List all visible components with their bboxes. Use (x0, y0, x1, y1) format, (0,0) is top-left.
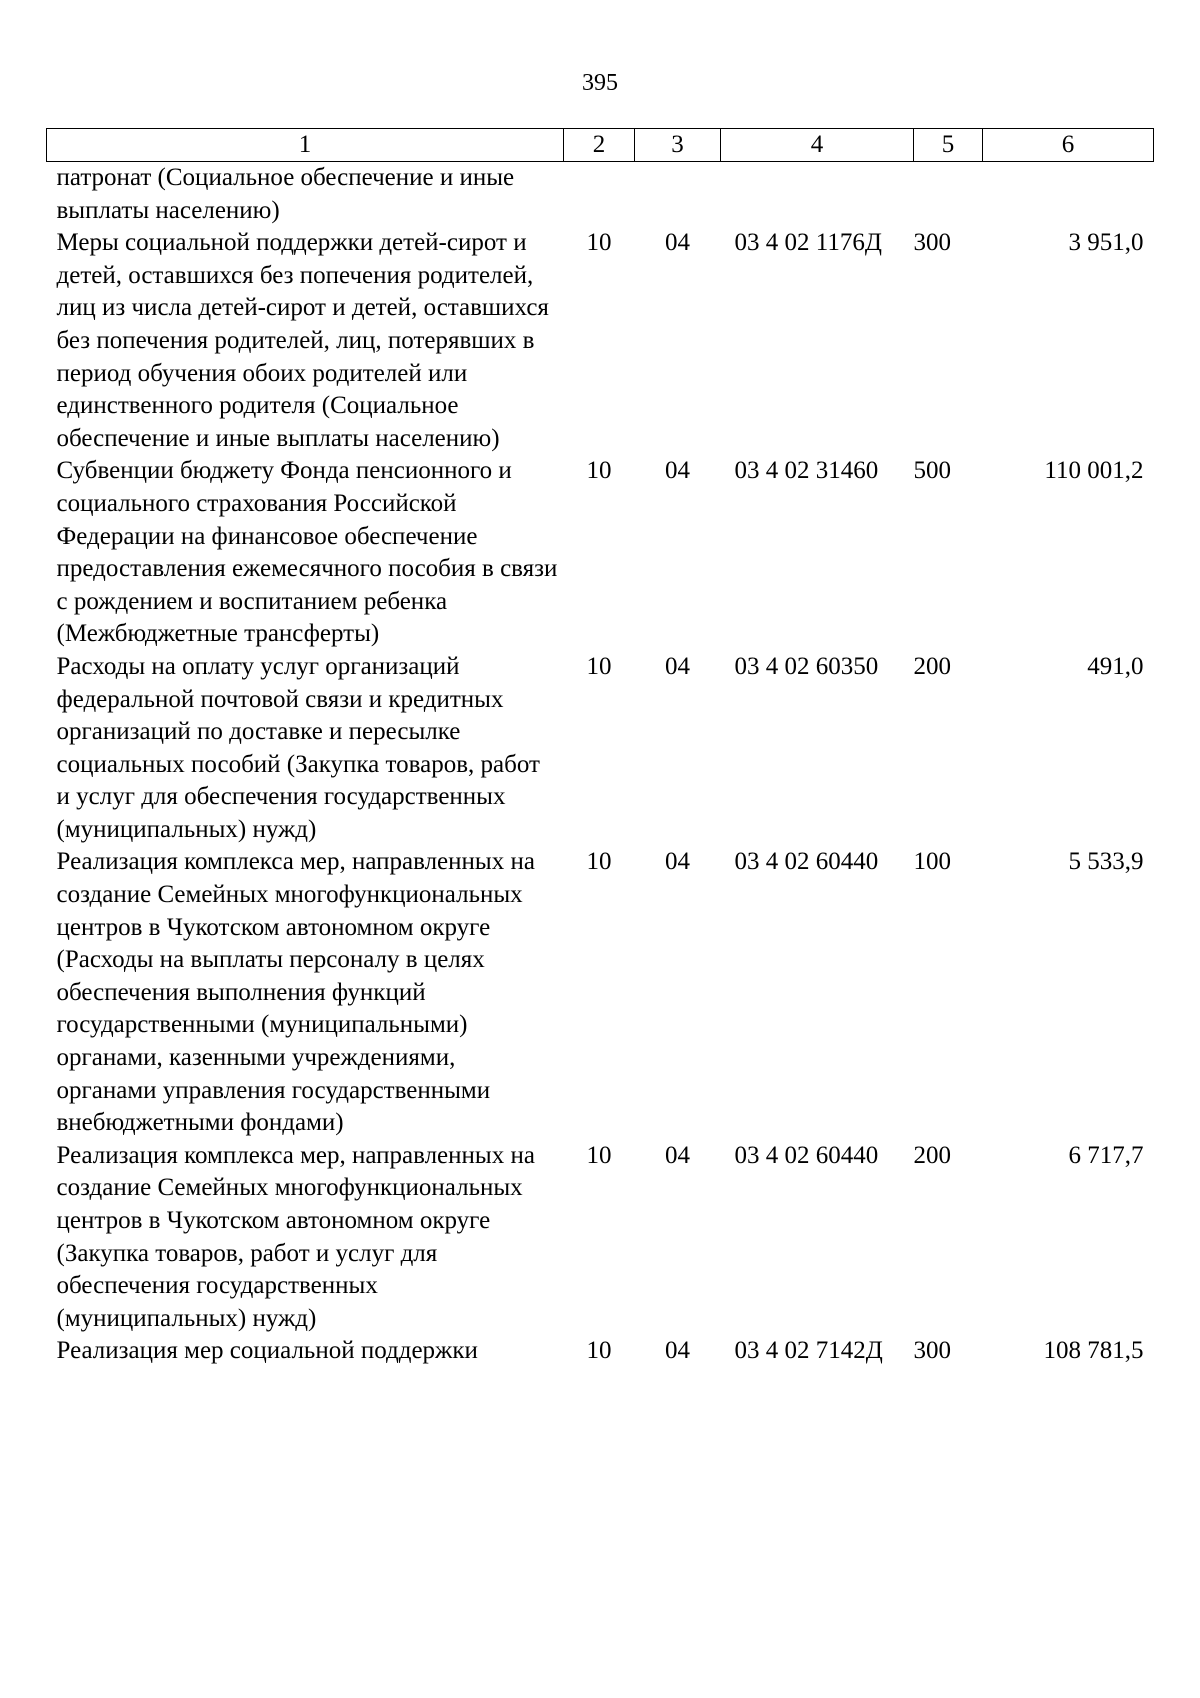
row-amount: 108 781,5 (1043, 1337, 1144, 1365)
row-subsection (635, 162, 721, 228)
row-section: 10 (586, 848, 612, 876)
row-section: 10 (586, 1141, 612, 1169)
row-section (564, 162, 635, 228)
row-subsection: 04 (665, 1141, 690, 1169)
row-section: 10 (586, 457, 612, 485)
row-target-code: 03 4 02 60440 (734, 1141, 879, 1169)
row-subsection: 04 (665, 457, 690, 485)
row-target-code: 03 4 02 1176Д (734, 229, 882, 257)
row-target-code (721, 162, 914, 228)
table-row (47, 455, 1154, 651)
table-row (47, 651, 1154, 847)
row-target-code: 03 4 02 31460 (734, 457, 879, 485)
row-target-code: 03 4 02 60350 (734, 652, 879, 680)
table-row (47, 1140, 1154, 1336)
header-row (47, 129, 1154, 162)
row-name: Меры социальной поддержки детей-сирот и детей, оставшихся без попечения родителей, лиц из числа детей-сирот и детей, оставшихся без попечения родителей, лиц, потерявших в период обучения обоих родителей или единственного родителя (Социальное обеспечение и иные выплаты населению) (56, 229, 549, 452)
header-col-6: 6 (983, 129, 1154, 162)
row-expense-type: 100 (913, 848, 951, 876)
row-name: Субвенции бюджету Фонда пенсионного и социального страхования Российской Федерации на финансовое обеспечение предоставления ежемесячного пособия в связи с рождением и воспитанием ребенка (Межбюджетные трансферты) (56, 457, 558, 648)
row-amount: 110 001,2 (1044, 457, 1144, 485)
row-name: Расходы на оплату услуг организаций федеральной почтовой связи и кредитных организаций по доставке и пересылке социальных пособий (Закупка товаров, работ и услуг для обеспечения государственных (муниципальных) нужд) (56, 652, 540, 843)
row-name: Реализация мер социальной поддержки (56, 1337, 478, 1365)
row-subsection: 04 (665, 229, 690, 257)
row-target-code: 03 4 02 60440 (734, 848, 879, 876)
row-amount: 3 951,0 (1068, 229, 1144, 257)
row-name: Реализация комплекса мер, направленных на создание Семейных многофункциональных центров в Чукотском автономном округе (Расходы на выплаты персоналу в целях обеспечения выполнения функций государственными (муниципальными) органами, казенными учреждениями, органами управления государственными внебюджетными фондами) (56, 848, 535, 1137)
row-name: Реализация комплекса мер, направленных на создание Семейных многофункциональных центров в Чукотском автономном округе (Закупка товаров, работ и услуг для обеспечения государственных (муниципальных) нужд) (56, 1141, 535, 1332)
header-col-3: 3 (635, 129, 721, 162)
row-expense-type (914, 162, 983, 228)
row-expense-type: 300 (913, 229, 951, 257)
table-row (47, 846, 1154, 1139)
row-section: 10 (586, 1337, 612, 1365)
row-amount (983, 162, 1154, 228)
row-expense-type: 500 (913, 457, 951, 485)
table-header (47, 129, 1154, 162)
row-expense-type: 200 (913, 1141, 951, 1169)
row-amount: 491,0 (1087, 652, 1144, 680)
row-section: 10 (586, 652, 612, 680)
row-subsection: 04 (665, 1337, 690, 1365)
row-expense-type: 300 (913, 1337, 951, 1365)
row-amount: 6 717,7 (1068, 1141, 1144, 1169)
header-col-4: 4 (721, 129, 914, 162)
row-subsection: 04 (665, 652, 690, 680)
header-col-1: 1 (47, 129, 564, 162)
row-name: патронат (Социальное обеспечение и иные выплаты населению) (56, 164, 515, 224)
table-row (47, 227, 1154, 455)
header-col-5: 5 (914, 129, 983, 162)
row-expense-type: 200 (913, 652, 951, 680)
row-section: 10 (586, 229, 612, 257)
table-row (47, 1335, 1154, 1368)
row-amount: 5 533,9 (1068, 848, 1144, 876)
page-number: 395 (582, 70, 618, 96)
row-target-code: 03 4 02 7142Д (734, 1337, 883, 1365)
header-col-2: 2 (564, 129, 635, 162)
table-body (47, 162, 1154, 1368)
table-row (47, 162, 1154, 228)
row-subsection: 04 (665, 848, 690, 876)
budget-table (46, 128, 1154, 1368)
